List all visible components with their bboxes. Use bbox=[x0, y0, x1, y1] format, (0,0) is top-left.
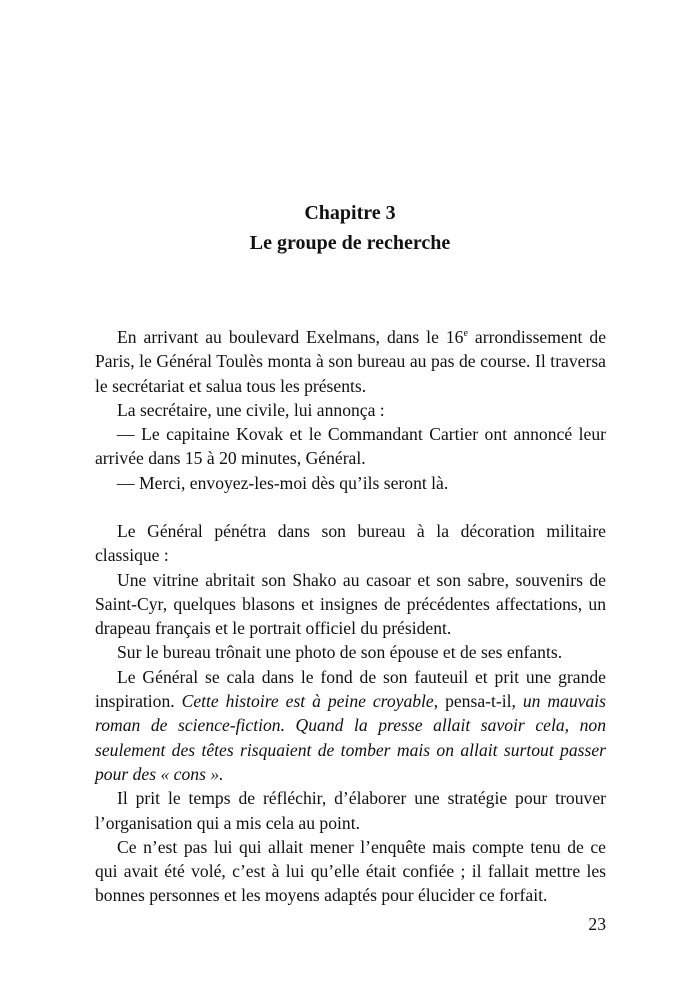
paragraph-7: Sur le bureau trônait une photo de son épouse et de ses enfants. bbox=[117, 642, 563, 663]
paragraph-10: Ce n’est pas lui qui allait mener l’enquête mais compte tenu de ce qui avait été volé, c’est à lui qu’elle était confiée ; il fallait mettre les bonnes personnes et les moyens adaptés pour élucider ce forfait. bbox=[95, 836, 606, 906]
paragraph-4: — Merci, envoyez-les-moi dès qu’ils seront là. bbox=[117, 472, 449, 493]
paragraph-5: Le Général pénétra dans son bureau à la décoration militaire classique : bbox=[95, 521, 606, 566]
paragraph-1-start: En arrivant au boulevard Exelmans, dans le 16 bbox=[117, 327, 464, 347]
paragraph-6: Une vitrine abritait son Shako au casoar et son sabre, souvenirs de Saint-Cyr, quelques blasons et insignes de précédentes affectations, un drapeau français et le portrait officiel du président. bbox=[95, 569, 606, 639]
paragraph-2: La secrétaire, une civile, lui annonça : bbox=[117, 399, 385, 420]
paragraph-8-start: Le Général se cala dans le fond de son fauteuil et prit une grande inspiration. bbox=[95, 666, 606, 712]
paragraph-9: Il prit le temps de réfléchir, d’élaborer une stratégie pour trouver l’organisation qui a mis cela au point. bbox=[95, 788, 606, 833]
paragraph-8-italic-1: Cette histoire est à peine croyable bbox=[181, 691, 434, 712]
ordinal-superscript: e bbox=[463, 328, 468, 340]
paragraph-8-italic-2: un mauvais roman de science-fiction. Quand la presse allait savoir cela, non seulement des têtes risquaient de tomber mais on allait surtout passer pour des « cons ». bbox=[95, 691, 606, 784]
paragraph-1-end: arrondissement de Paris, le Général Toulès monta à son bureau au pas de course. Il traversa le secrétariat et salua tous les présents. bbox=[95, 327, 606, 396]
text-section-2 bbox=[95, 519, 606, 908]
paragraph-3: — Le capitaine Kovak et le Commandant Cartier ont annoncé leur arrivée dans 15 à 20 minutes, Général. bbox=[95, 424, 606, 469]
page-number: 23 bbox=[588, 914, 606, 934]
text-section-1 bbox=[95, 325, 606, 495]
paragraph-1 bbox=[95, 325, 606, 398]
chapter-number: Chapitre 3 bbox=[304, 202, 396, 224]
chapter-title: Le groupe de recherche bbox=[249, 232, 451, 254]
paragraph-8 bbox=[95, 665, 606, 786]
paragraph-8-mid: , pensa-t-il, bbox=[433, 691, 523, 712]
